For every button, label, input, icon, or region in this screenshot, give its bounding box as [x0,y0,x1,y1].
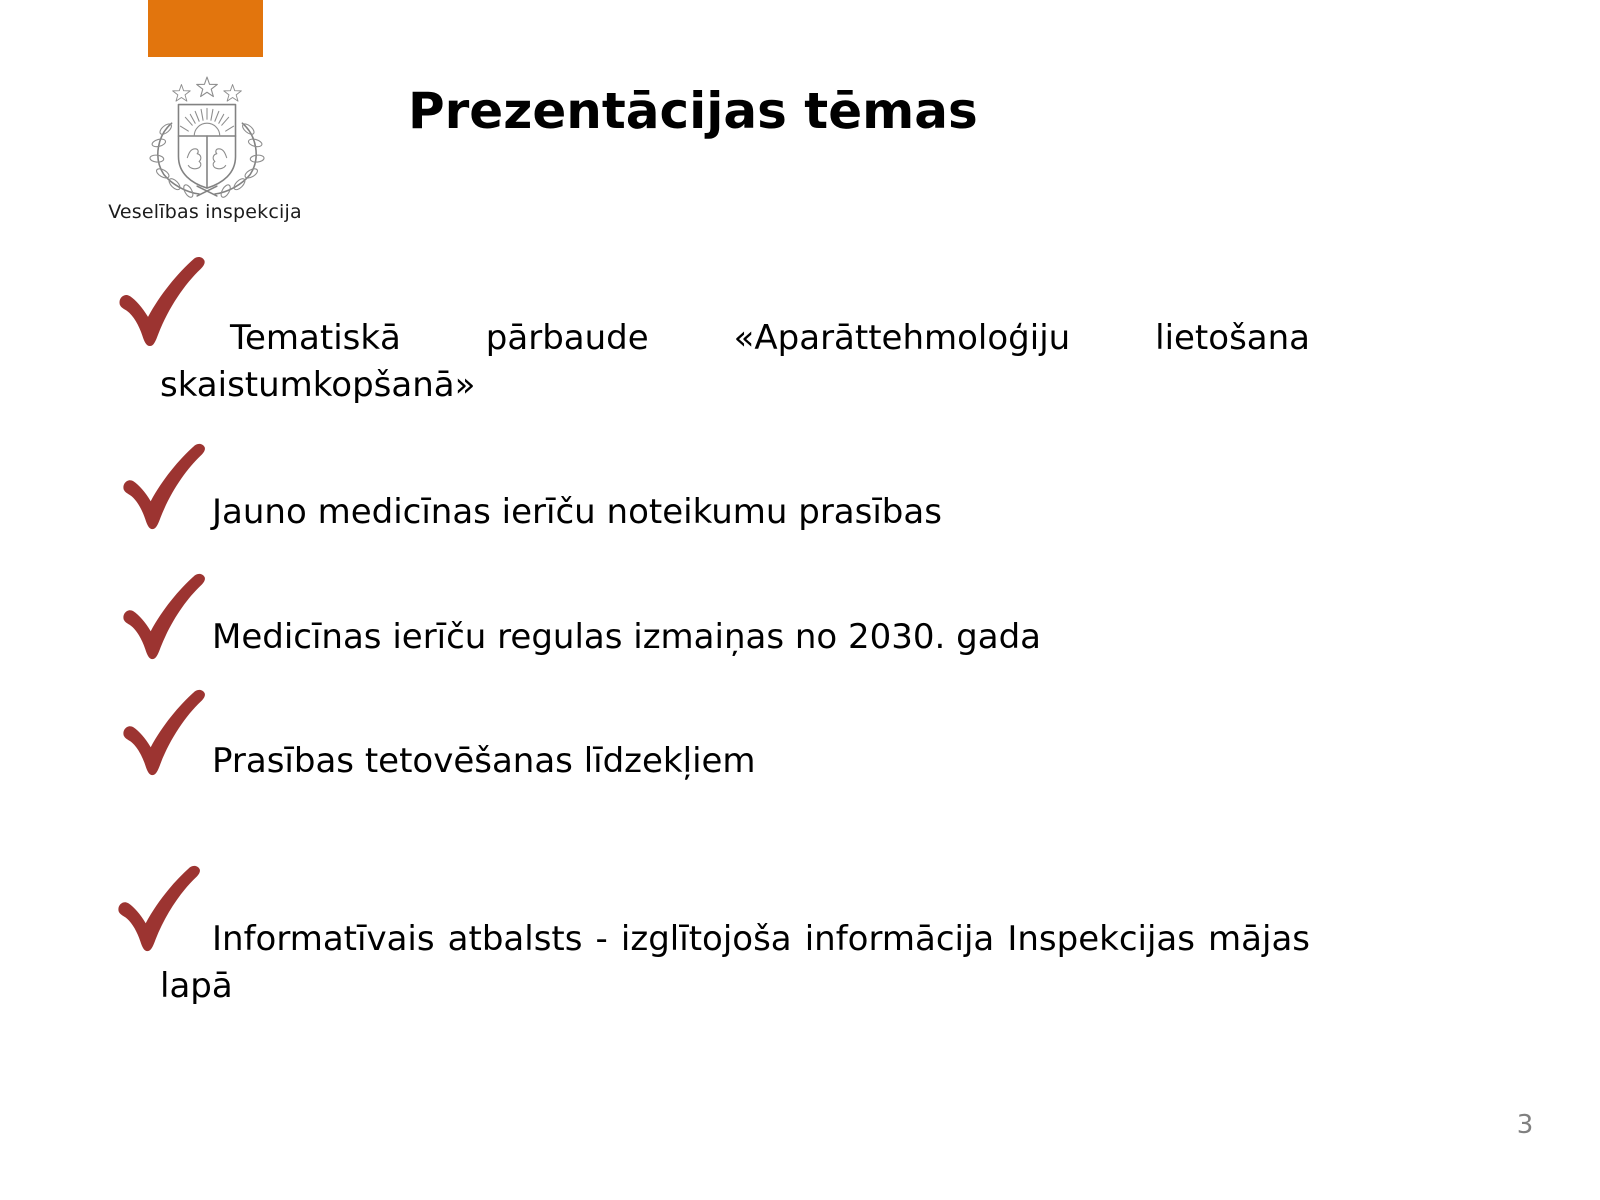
checkmark-icon [121,436,211,534]
bullet-text: Jauno medicīnas ierīču noteikumu prasības [212,492,942,532]
bullet-text: Prasības tetovēšanas līdzekļiem [212,741,756,781]
bullet-text: Medicīnas ierīču regulas izmaiņas no 2030. gada [212,617,1041,657]
org-name: Veselības inspekcija [108,201,302,223]
slide-title: Prezentācijas tēmas [408,82,978,140]
bullet-text: Informatīvais atbalsts - izglītojoša informācija Inspekcijas mājas lapā [160,919,1310,1006]
page-number: 3 [1516,1110,1534,1140]
checkmark-icon [121,566,211,664]
bullet-text: Tematiskā pārbaude «Aparāttehmoloģiju lietošana skaistumkopšanā» [160,318,1310,405]
checkmark-icon [121,682,211,780]
latvian-coat-of-arms-icon [148,74,266,198]
orange-accent-bar [148,0,263,57]
